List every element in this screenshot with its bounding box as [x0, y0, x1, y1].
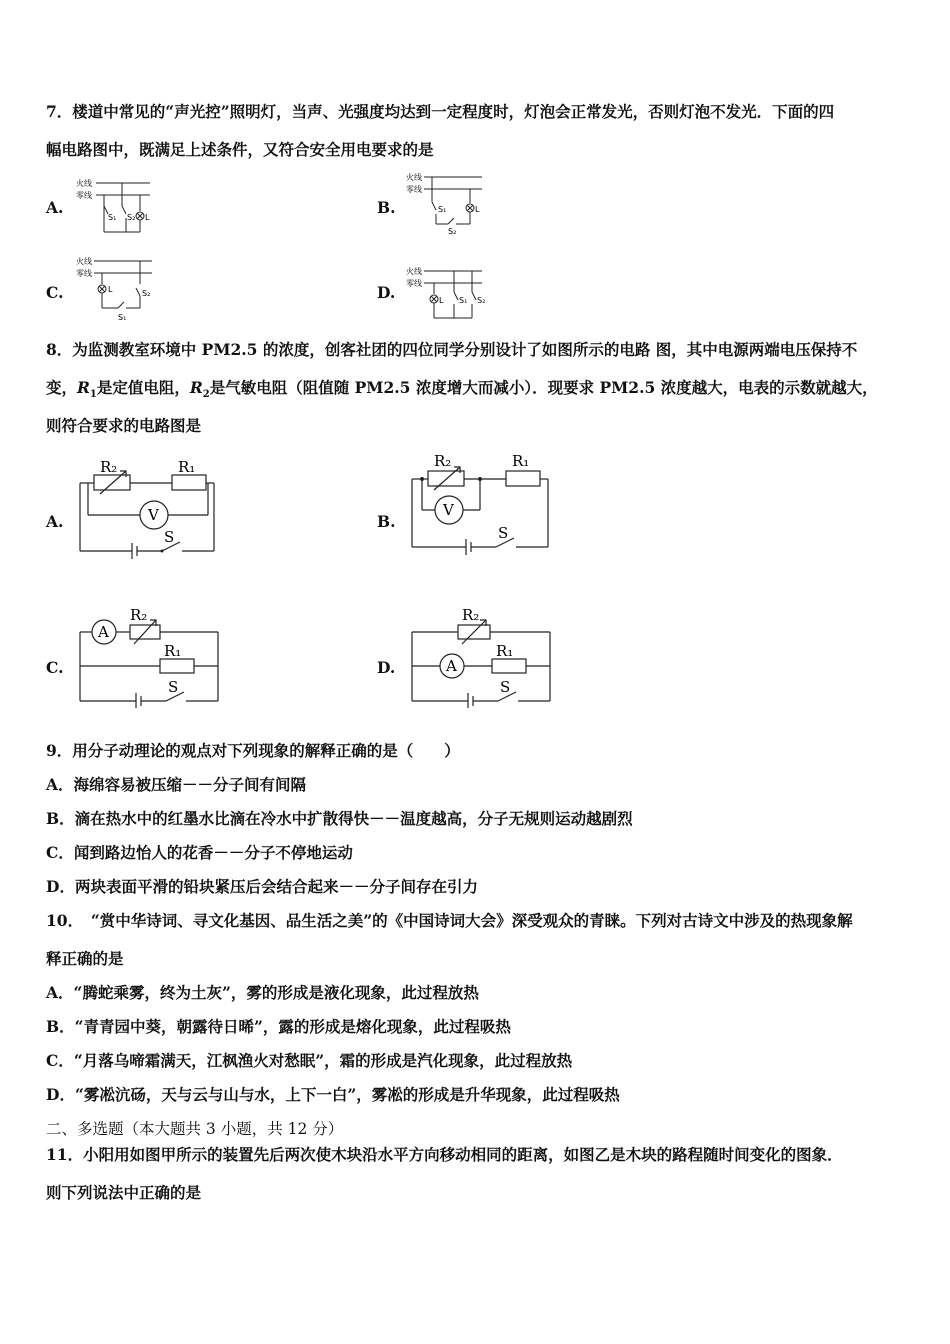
q7b-fire-wire-label: 火线 — [406, 173, 422, 182]
q8d-switch-label: S — [500, 678, 511, 696]
q7-option-b-label: B. — [377, 198, 396, 217]
q8d-ammeter-label: A — [446, 657, 457, 675]
q7a-s1-label: S₁ — [108, 213, 117, 222]
q10-stem-line2: 释正确的是 — [46, 949, 124, 968]
q8d-r2-label: R₂ — [462, 606, 480, 624]
q8-circuit-c — [76, 604, 224, 708]
q8-line2-part-b: 是定值电阻， — [96, 378, 190, 397]
q7b-s2-label: S₂ — [448, 227, 457, 236]
q7c-s2-label: S₂ — [142, 289, 151, 298]
q8c-ammeter-label: A — [98, 623, 109, 641]
q7d-fire-wire-label: 火线 — [406, 267, 422, 276]
q11-stem-line1: 11．小阳用如图甲所示的装置先后两次使木块沿水平方向移动相同的距离，如图乙是木块的路程随时间变化的图象． — [46, 1145, 843, 1164]
q7-option-c-label: C. — [46, 283, 64, 302]
q8a-r2-label: R₂ — [100, 458, 118, 476]
q9-option-c: C．闻到路边怡人的花香－－分子不停地运动 — [46, 843, 353, 862]
q7b-s1-label: S₁ — [438, 205, 447, 214]
q7-circuit-c — [74, 254, 156, 324]
q8c-r2-label: R₂ — [130, 606, 148, 624]
q10-option-c: C．“月落乌啼霜满天，江枫渔火对愁眠”，霜的形成是汽化现象，此过程放热 — [46, 1051, 573, 1070]
q8b-r1-label: R₁ — [512, 452, 530, 470]
q8a-r1-label: R₁ — [178, 458, 196, 476]
q8a-switch-label: S — [164, 528, 175, 546]
q7-stem-line2: 幅电路图中，既满足上述条件，又符合安全用电要求的是 — [46, 140, 434, 159]
q8-option-c-label: C. — [46, 658, 64, 677]
q8-line2-part-a: 变， — [46, 378, 78, 397]
q7-circuit-b — [404, 168, 486, 238]
q8-stem-line2 — [46, 378, 878, 405]
q8a-voltmeter-label: V — [148, 506, 159, 524]
q7d-s1-label: S₁ — [459, 296, 468, 305]
q7-option-d-label: D. — [377, 283, 396, 302]
q7-option-a-label: A. — [46, 198, 64, 217]
q8b-switch-label: S — [498, 524, 509, 542]
q8-circuit-d — [408, 604, 556, 708]
q9-stem: 9．用分子动理论的观点对下列现象的解释正确的是（ ） — [46, 741, 460, 760]
q9-option-b: B．滴在热水中的红墨水比滴在冷水中扩散得快－－温度越高，分子无规则运动越剧烈 — [46, 809, 633, 828]
q10-option-a: A．“腾蛇乘雾，终为土灰”，雾的形成是液化现象，此过程放热 — [46, 983, 479, 1002]
q10-stem-line1: 10． “赏中华诗词、寻文化基因、品生活之美”的《中国诗词大会》深受观众的青睐。下列对古诗文中涉及的热现象解 — [46, 911, 853, 930]
q8-line2-part-c: 是气敏电阻（阻值随 PM2.5 浓度增大而减小）．现要求 PM2.5 浓度越大，电表的示数就越大， — [209, 378, 878, 397]
q8-line2-r1: R — [77, 378, 90, 397]
q7a-fire-wire-label: 火线 — [76, 179, 92, 188]
q7d-lamp-label: L — [439, 296, 444, 305]
q8-line2-r2-sub: 2 — [202, 389, 210, 401]
q7d-zero-wire-label: 零线 — [406, 279, 422, 288]
q7c-s1-label: S₁ — [118, 313, 127, 322]
q8-option-a-label: A. — [46, 512, 64, 531]
q7b-zero-wire-label: 零线 — [406, 185, 422, 194]
q8b-r2-label: R₂ — [434, 452, 452, 470]
q7-circuit-a — [74, 174, 154, 238]
q9-option-a: A．海绵容易被压缩－－分子间有间隔 — [46, 775, 307, 794]
q8-circuit-a — [76, 454, 224, 562]
q7c-zero-wire-label: 零线 — [76, 269, 92, 278]
q8-line2-r1-sub: 1 — [89, 389, 97, 401]
q8b-voltmeter-label: V — [443, 501, 454, 519]
q7d-s2-label: S₂ — [477, 296, 486, 305]
q10-option-b: B．“青青园中葵，朝露待日晞”，露的形成是熔化现象，此过程吸热 — [46, 1017, 511, 1036]
q7c-fire-wire-label: 火线 — [76, 257, 92, 266]
q11-stem-line2: 则下列说法中正确的是 — [46, 1183, 202, 1202]
q8c-r1-label: R₁ — [164, 642, 182, 660]
q9-option-d: D．两块表面平滑的铅块紧压后会结合起来－－分子间存在引力 — [46, 877, 478, 896]
q7-stem-line1: 7．楼道中常见的“声光控”照明灯，当声、光强度均达到一定程度时，灯泡会正常发光，否则灯泡不发光．下面的四 — [46, 102, 835, 121]
q8-option-b-label: B. — [377, 512, 396, 531]
q8-option-d-label: D. — [377, 658, 396, 677]
q8c-switch-label: S — [168, 678, 179, 696]
section-2-heading: 二、多选题（本大题共 3 小题，共 12 分） — [46, 1120, 344, 1138]
q7a-lamp-label: L — [145, 213, 150, 222]
q7c-lamp-label: L — [108, 285, 113, 294]
q7a-s2-label: S₂ — [127, 213, 136, 222]
q8-stem-line3: 则符合要求的电路图是 — [46, 416, 202, 435]
q7-circuit-d — [404, 262, 486, 324]
q8d-r1-label: R₁ — [496, 642, 514, 660]
q7b-lamp-label: L — [475, 205, 480, 214]
q8-circuit-b — [408, 450, 556, 558]
q7a-zero-wire-label: 零线 — [76, 191, 92, 200]
q8-line2-r2: R — [189, 378, 203, 397]
q8-stem-line1: 8．为监测教室环境中 PM2.5 的浓度，创客社团的四位同学分别设计了如图所示的电路 图，其中电源两端电压保持不 — [46, 340, 858, 359]
q10-option-d: D．“雾凇沆砀，天与云与山与水，上下一白”，雾凇的形成是升华现象，此过程吸热 — [46, 1085, 620, 1104]
